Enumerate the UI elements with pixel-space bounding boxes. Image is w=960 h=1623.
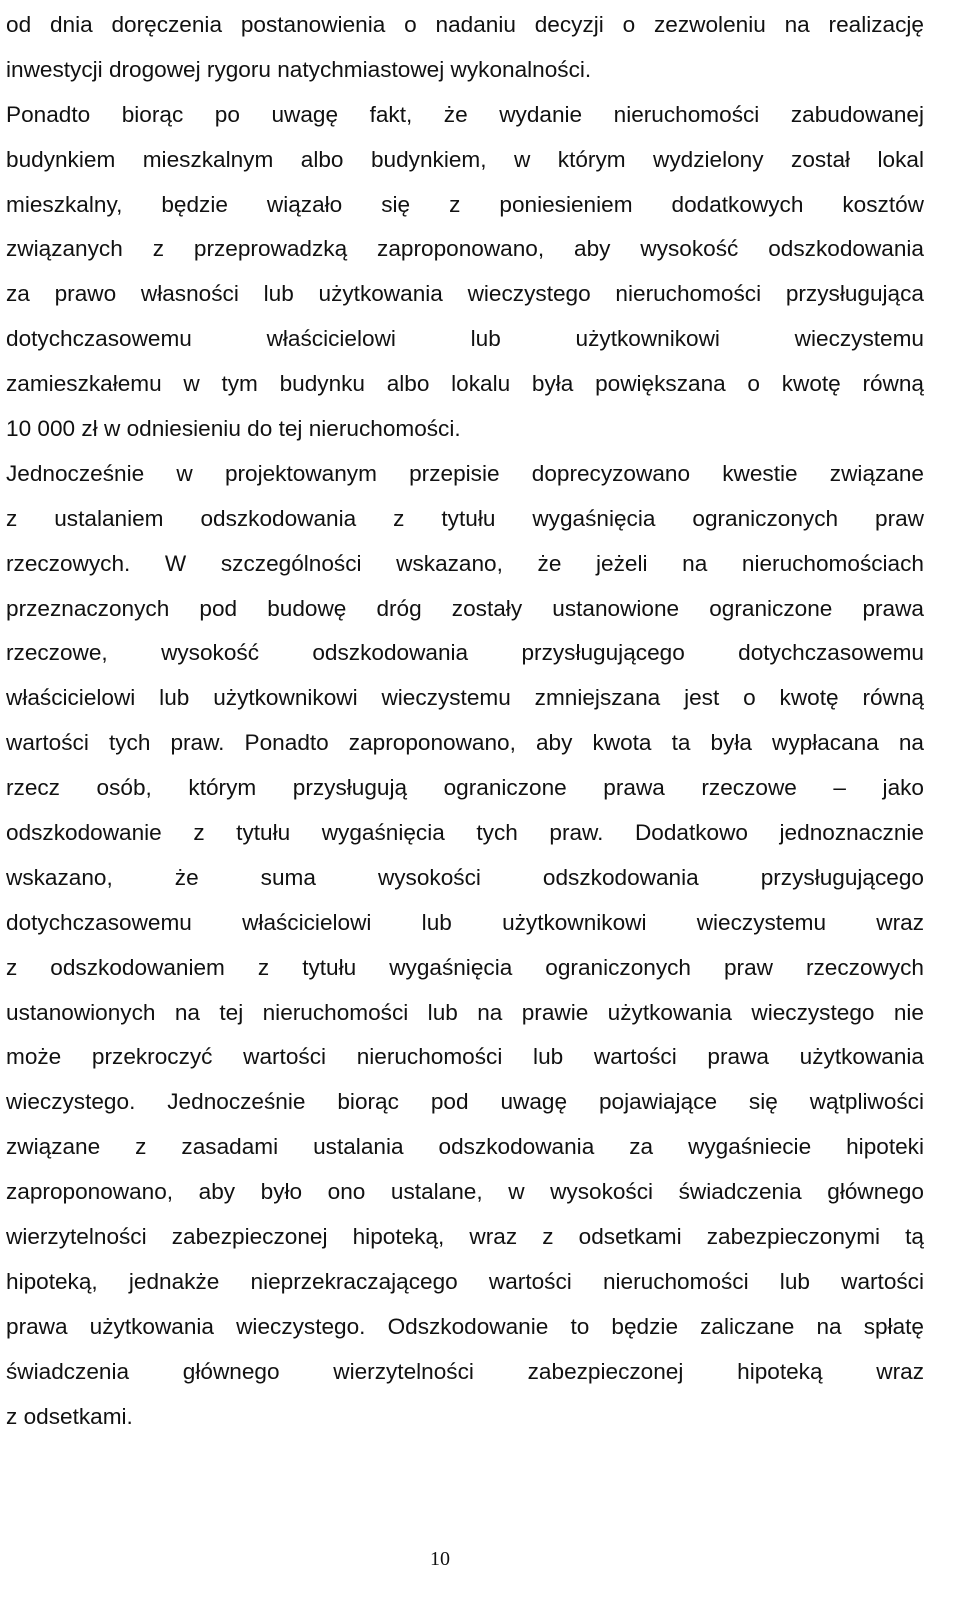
text-line: 10 000 zł w odniesieniu do tej nieruchomości.: [6, 416, 461, 442]
text-line: odszkodowanie z tytułu wygaśnięcia tych praw. Dodatkowo jednoznacznie: [6, 820, 924, 846]
paragraph-limited-rights-compensation: [6, 452, 924, 1440]
text-line: dotychczasowemu właścicielowi lub użytkownikowi wieczystemu: [6, 326, 924, 352]
text-line: ustanowionych na tej nieruchomości lub na prawie użytkowania wieczystego nie: [6, 999, 924, 1025]
text-line: inwestycji drogowej rygoru natychmiastowej wykonalności.: [6, 56, 592, 82]
text-line: budynkiem mieszkalnym albo budynkiem, w którym wydzielony został lokal: [6, 146, 924, 172]
text-line: prawa użytkowania wieczystego. Odszkodowanie to będzie zaliczane na spłatę: [6, 1313, 924, 1339]
text-line: właścicielowi lub użytkownikowi wieczystemu zmniejszana jest o kwotę równą: [6, 685, 924, 711]
text-line: rzecz osób, którym przysługują ograniczone prawa rzeczowe – jako: [6, 775, 924, 801]
text-line: rzeczowych. W szczególności wskazano, że jeżeli na nieruchomościach: [6, 550, 924, 576]
document-body: [6, 3, 924, 1440]
text-line: mieszkalny, będzie wiązało się z poniesieniem dodatkowych kosztów: [6, 191, 924, 217]
text-line: za prawo własności lub użytkowania wieczystego nieruchomości przysługująca: [6, 281, 924, 307]
text-line: przeznaczonych pod budowę dróg zostały ustanowione ograniczone prawa: [6, 595, 924, 621]
text-line: z odszkodowaniem z tytułu wygaśnięcia ograniczonych praw rzeczowych: [6, 954, 924, 980]
text-line: może przekroczyć wartości nieruchomości lub wartości prawa użytkowania: [6, 1044, 924, 1070]
text-line: hipoteką, jednakże nieprzekraczającego wartości nieruchomości lub wartości: [6, 1268, 924, 1294]
text-line: związanych z przeprowadzką zaproponowano, aby wysokość odszkodowania: [6, 236, 924, 262]
text-line: związane z zasadami ustalania odszkodowania za wygaśniecie hipoteki: [6, 1134, 924, 1160]
page-number: 10: [430, 1548, 450, 1570]
text-line: zamieszkałemu w tym budynku albo lokalu była powiększana o kwotę równą: [6, 371, 924, 397]
text-line: rzeczowe, wysokość odszkodowania przysługującego dotychczasowemu: [6, 640, 924, 666]
text-line: Ponadto biorąc po uwagę fakt, że wydanie nieruchomości zabudowanej: [6, 101, 924, 127]
text-line: wartości tych praw. Ponadto zaproponowano, aby kwota ta była wypłacana na: [6, 730, 924, 756]
text-line: wieczystego. Jednocześnie biorąc pod uwagę pojawiające się wątpliwości: [6, 1089, 924, 1115]
paragraph-decision-clause: [6, 3, 924, 93]
text-line: Jednocześnie w projektowanym przepisie doprecyzowano kwestie związane: [6, 460, 924, 486]
text-line: dotychczasowemu właścicielowi lub użytkownikowi wieczystemu wraz: [6, 909, 924, 935]
text-line: wskazano, że suma wysokości odszkodowania przysługującego: [6, 864, 924, 890]
text-line: od dnia doręczenia postanowienia o nadaniu decyzji o zezwoleniu na realizację: [6, 12, 924, 37]
paragraph-relocation-costs: [6, 93, 924, 452]
text-line: z ustalaniem odszkodowania z tytułu wygaśnięcia ograniczonych praw: [6, 505, 924, 531]
text-line: świadczenia głównego wierzytelności zabezpieczonej hipoteką wraz: [6, 1358, 924, 1384]
text-line: zaproponowano, aby było ono ustalane, w wysokości świadczenia głównego: [6, 1179, 924, 1205]
text-line: z odsetkami.: [6, 1403, 133, 1429]
text-line: wierzytelności zabezpieczonej hipoteką, wraz z odsetkami zabezpieczonymi tą: [6, 1224, 924, 1250]
